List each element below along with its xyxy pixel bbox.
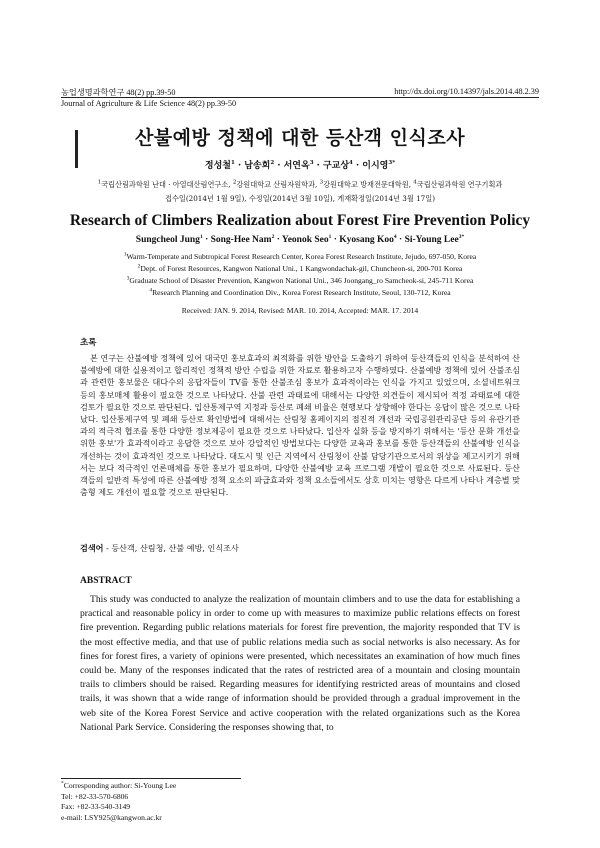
author-separator: · [205,235,209,245]
korean-abstract-heading: 초록 [80,338,97,348]
korean-authors [0,158,600,171]
author-separator: · [356,161,360,171]
header-rule [61,97,539,98]
author-separator: · [277,161,281,171]
author-affiliation-mark: 3* [388,160,396,166]
author-affiliation-mark: 3* [458,233,465,240]
english-dates: Received: JAN. 9. 2014, Revised: MAR. 10. 2014, Accepted: MAR. 17. 2014 [181,306,419,315]
english-authors [0,235,600,245]
author-separator: · [333,235,337,245]
author-name: 이시영 [362,161,389,171]
corresponding-author [61,781,176,792]
english-abstract-heading: ABSTRACT [80,576,132,586]
affiliation-text: 강원대학교 산림자원학과, [236,180,320,189]
author-name: 정성철 [204,161,231,171]
footnote-rule [61,778,241,779]
affiliation-mark: 1 [97,179,102,186]
journal-english-header: Journal of Agriculture & Life Science 48(2) pp.39-50 [61,99,237,108]
author-affiliation-mark: 2 [271,233,275,240]
affiliation-text: 국립산림과학원 연구기획과 [416,180,503,189]
author-name: Song-Hee Nam [210,235,272,245]
affiliation-text: 국립산림과학원 난대 · 아열대산림연구소, [101,180,233,189]
korean-abstract [80,352,520,498]
affiliation-mark: 4 [413,179,417,186]
author-separator: · [399,235,403,245]
author-affiliation-mark: 4 [393,233,397,240]
english-affiliation-4 [0,288,600,297]
korean-dates: 접수일(2014년 1월 9일), 수정일(2014년 3월 10일), 게재확정일(2014년 3월 17일) [165,194,435,203]
english-title: Research of Climbers Realization about Forest Fire Prevention Policy [69,212,531,229]
author-email[interactable]: e-mail: LSY925@kangwon.ac.kr [61,812,162,822]
korean-abstract-body: 본 연구는 산불예방 정책에 있어 대국민 홍보효과의 최적화를 위한 방안을 도출하기 위하여 등산객들의 인식을 분석하여 산불예방에 대한 실용적이고 합리적인 정책적 방안 수립을 위한 자료로 활용하고자 수행하였다. 산불예방 정책에 있어 산불조심과 관련한 홍보물은 대다수의 응답자들이 TV를 통한 산불조심 홍보가 효과적이라는 인식을 가지고 있었으며, 소셜네트워크 등의 홍보매체 활용이 필요한 것으로 나타났다. 산불 관련 과태료에 대해서는 다양한 의견들이 제시되어 적정 과태료에 대한 검토가 필요한 것으로 판단된다. 입산통제구역 지정과 등산로 폐쇄 비율은 현행보다 상향해야 한다는 응답이 많은 것으로 나타났다. 입산통제구역 및 폐쇄 등산로 확인방법에 대해서는 산림청 홈페이지의 점진적 개선과 국립공원관리공단 등의 유관기관과의 적극적 협조를 통한 다양한 정보제공이 필요한 것으로 나타났다. 입산자 실화 등을 방지하기 위해서는 '등산 문화 개선을 위한 홍보'가 효과적이라고 응답한 것으로 보아 강압적인 방법보다는 다양한 교육과 홍보를 통한 등산객들의 산불예방 인식을 개선하는 것이 효과적인 것으로 나타났다. 대도시 및 인근 지역에서 산림청이 산불 담당기관으로서의 위상을 제고시키기 위해서는 보다 적극적인 언론매체를 통한 홍보가 필요하며, 다양한 산불예방 교육 프로그램 개발이 필요한 것으로 사료된다. 등산객들의 일반적 특성에 따른 산불예방 정책 요소의 파급효과와 정책 요소들에서도 상호 미치는 영향은 다르게 나타나 계층별 맞춤형 제도 개선이 필요할 것으로 판단된다. [80,353,520,498]
journal-korean-header: 농업생명과학연구 48(2) pp.39-50 [61,88,176,97]
author-phone: Tel: +82-33-570-6806 [61,791,129,801]
author-affiliation-mark: 4 [349,160,353,166]
affiliation-text: Dept. of Forest Resources, Kangwon National Uni., 1 Kangwondachak-gil, Chuncheon-si, 200-701 Korea [140,264,463,273]
author-separator: · [237,161,242,171]
affiliation-text: 강원대학교 방재전문대학원, [323,180,414,189]
affiliation-text: Research Planning and Coordination Div., Korea Forest Research Institute, Seoul, 130-712, Korea [152,288,451,297]
korean-affiliations [0,180,600,190]
author-affiliation-mark: 2 [270,160,275,166]
keywords [80,543,239,554]
affiliation-mark: 2 [232,179,237,186]
english-affiliation-1 [0,252,600,261]
keywords-label: 검색어 [80,543,104,553]
author-name: 서연옥 [283,161,310,171]
author-name: Yeonok Seo [281,235,329,245]
corresponding-mark: * [61,780,64,787]
affiliation-mark: 3 [319,179,324,186]
english-abstract [80,593,520,735]
english-affiliation-2 [0,264,600,273]
author-name: 남송희 [244,161,271,171]
author-name: Si-Young Lee [404,235,459,245]
affiliation-mark: 2 [137,263,141,270]
affiliation-text: Graduate School of Disaster Prevention, Kangwon National Uni., 346 Joongang_ro Samcheok-si, 245-711 Korea [129,276,474,285]
author-name: Kyosang Koo [339,235,394,245]
author-affiliation-mark: 1 [199,233,203,240]
author-affiliation-mark: 1 [328,233,332,240]
author-separator: · [276,235,280,245]
keywords-text: - 등산객, 산림청, 산불 예방, 인식조사 [103,543,239,553]
doi-link[interactable]: http://dx.doi.org/10.14397/jals.2014.48.2.39 [394,87,539,96]
affiliation-text: Warm-Temperate and Subtropical Forest Research Center, Korea Forest Research Institute, Jejudo, 697-050, Korea [126,252,477,261]
author-name: Sungcheol Jung [135,235,200,245]
korean-title: 산불예방 정책에 대한 등산객 인식조사 [134,127,466,149]
corresponding-author-text: Corresponding author: Si-Young Lee [63,781,177,790]
author-affiliation-mark: 1 [231,160,235,166]
author-name: 구교상 [322,161,350,171]
author-fax: Fax: +82-33-540-3149 [61,802,131,811]
footnote [61,781,176,823]
english-abstract-body: This study was conducted to analyze the realization of mountain climbers and to use the data for establishing a practical and reasonable policy in order to come up with measures to maximize public relations effects on forest fire prevention. Regarding public relations materials for forest fire prevention, the majority responded that TV is the most effective media, and that use of public relations media such as social networks is also necessary. As for fines for forest fires, a variety of opinions were presented, which necessitates an examination of how much fines could be. Many of the responses indicated that the rates of restricted area of a mountain and closing mountain trails to climbers should be raised. Regarding measures for identifying restricted areas of mountains and closed trails, it was shown that a wide range of information should be provided through a gradual improvement in the web site of the Korea Forest Service and active cooperation with the related organizations such as the Korea National Park Service. Considering the responses showing that, to [80,594,520,733]
english-affiliation-3 [0,276,600,285]
affiliation-mark: 3 [126,275,130,282]
affiliation-mark: 4 [149,287,153,294]
author-separator: · [316,161,320,171]
affiliation-mark: 1 [123,251,127,258]
author-affiliation-mark: 3 [309,160,314,166]
